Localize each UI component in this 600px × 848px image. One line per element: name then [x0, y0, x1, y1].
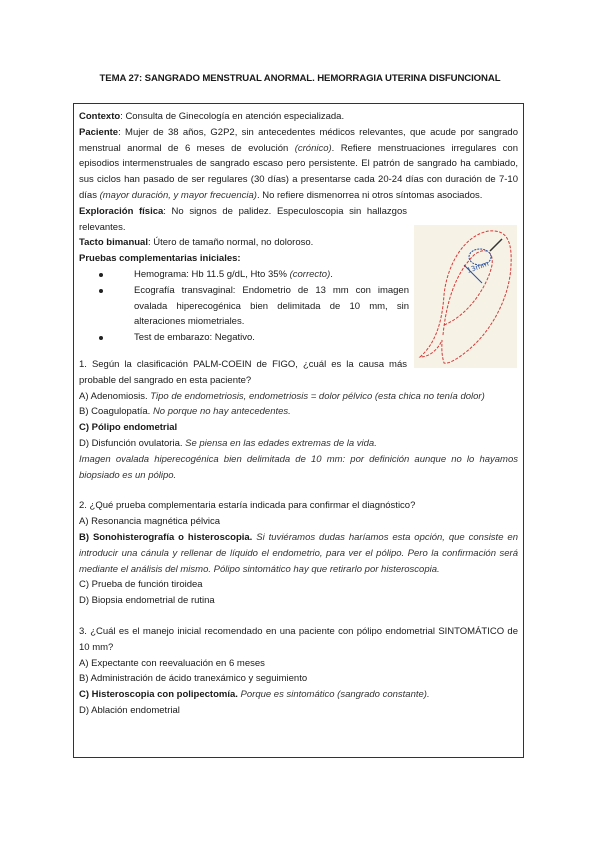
patient-label: Paciente	[79, 126, 119, 138]
test-text: Test de embarazo: Negativo.	[134, 332, 255, 344]
tests-list	[79, 267, 409, 346]
patient-text: : Mujer de 38 años, G2P2, sin antecedentes médicos relevantes, que acude por sangrado menstrual anormal de 6 meses de evolución	[79, 126, 518, 154]
option-label: A) Expectante con reevaluación en 6 meses	[79, 657, 265, 669]
bimanual-text: : Útero de tamaño normal, no doloroso.	[147, 237, 314, 249]
figure-annotation: 13mm	[465, 259, 490, 275]
option	[79, 404, 518, 420]
option	[79, 436, 518, 452]
option-label: A) Resonancia magnética pélvica	[79, 516, 220, 528]
patient-note: (crónico)	[294, 142, 332, 154]
option-label: C) Histeroscopia con polipectomía.	[79, 689, 241, 701]
context-label: Contexto	[79, 111, 121, 122]
exam-label: Exploración física	[79, 205, 164, 217]
option-label: C) Prueba de función tiroidea	[79, 579, 203, 591]
option	[79, 593, 518, 609]
bimanual-label: Tacto bimanual	[79, 237, 148, 249]
bimanual-paragraph	[79, 235, 407, 251]
patient-note: (mayor duración, y mayor frecuencia)	[99, 189, 257, 201]
option	[79, 703, 518, 719]
test-text: Hemograma: Hb 11.5 g/dL, Hto 35%	[134, 268, 290, 280]
test-text: Ecografía transvaginal: Endometrio de 13 mm con imagen ovalada hiperecogénica bien delimitada de 10 mm, sin alteraciones miometriales.	[134, 284, 409, 328]
option-correct	[79, 420, 518, 436]
list-item	[134, 330, 409, 346]
spacer	[79, 483, 518, 498]
option-label: D) Ablación endometrial	[79, 704, 180, 716]
list-item	[134, 267, 409, 283]
option-note: Se piensa en las edades extremas de la vida.	[185, 437, 377, 449]
option	[79, 389, 518, 405]
option-label: B) Coagulopatía.	[79, 406, 153, 418]
option	[79, 577, 518, 593]
test-note: (correcto)	[289, 268, 331, 280]
option-label: C) Pólipo endometrial	[79, 422, 178, 434]
exam-text: : No signos de palidez. Especuloscopia sin hallazgos relevantes.	[79, 205, 408, 233]
patient-text: . No refiere dismenorrea ni otros síntomas asociados.	[256, 189, 483, 201]
option-label: D) Biopsia endometrial de rutina	[79, 595, 215, 607]
patient-text: . Refiere menstruaciones irregulares con episodios intermenstruales de sangrado escaso pero persistente. El patrón de sangrado ha cambiado, sus ciclos han pasado de ser regulares (30 días) a presentarse cada 20-24 días con duración de 7-10 días	[79, 142, 518, 201]
option-label: A) Adenomiosis.	[79, 390, 151, 402]
uterus-sketch-image	[414, 225, 517, 368]
option-label: B) Sonohisterografía o histeroscopia.	[79, 531, 257, 543]
explanation	[79, 452, 518, 484]
option-correct	[79, 687, 518, 703]
page-title: TEMA 27: SANGRADO MENSTRUAL ANORMAL. HEMORRAGIA UTERINA DISFUNCIONAL	[99, 73, 501, 84]
question-3: 3. ¿Cuál es el manejo inicial recomendado en una paciente con pólipo endometrial SINTOMÁTICO de 10 mm?	[79, 625, 518, 653]
option-note: No porque no hay antecedentes.	[152, 406, 291, 418]
question-2: 2. ¿Qué prueba complementaria estaría indicada para confirmar el diagnóstico?	[79, 500, 416, 512]
option-note: Tipo de endometriosis, endometriosis = dolor pélvico (esta chica no tenía dolor)	[150, 390, 485, 402]
list-item	[134, 283, 409, 330]
option-note: Si tuviéramos dudas haríamos esta opción, que consiste en introducir una cánula y rellenar de líquido el endometrio, para ver el pólipo. Pero la confirmación será mediante el análisis del mismo. Pólipo sintomático hay que retirarlo por histeroscopia.	[79, 531, 518, 575]
exam-paragraph	[79, 204, 407, 236]
question-1: 1. Según la clasificación PALM-COEIN de FIGO, ¿cuál es la causa más probable del sangrado en esta paciente?	[79, 358, 407, 386]
tests-heading	[79, 251, 407, 267]
case-box	[73, 103, 524, 758]
test-text: .	[330, 268, 333, 280]
option	[79, 514, 518, 530]
option-label: D) Disfunción ovulatoria.	[79, 437, 186, 449]
patient-paragraph	[79, 125, 518, 204]
option	[79, 656, 518, 672]
spacer	[79, 609, 518, 624]
option-note: Porque es sintomático (sangrado constante).	[240, 689, 430, 701]
option-correct	[79, 530, 518, 577]
context-paragraph	[79, 109, 518, 125]
option-label: B) Administración de ácido tranexámico y seguimiento	[79, 673, 308, 685]
option	[79, 671, 518, 687]
context-text: : Consulta de Ginecología en atención especializada.	[120, 111, 345, 122]
explanation-text: Imagen ovalada hiperecogénica bien delimitada de 10 mm: por definición aunque no lo hayamos biopsiado es un pólipo.	[79, 453, 518, 481]
tests-label: Pruebas complementarias iniciales:	[79, 253, 241, 265]
